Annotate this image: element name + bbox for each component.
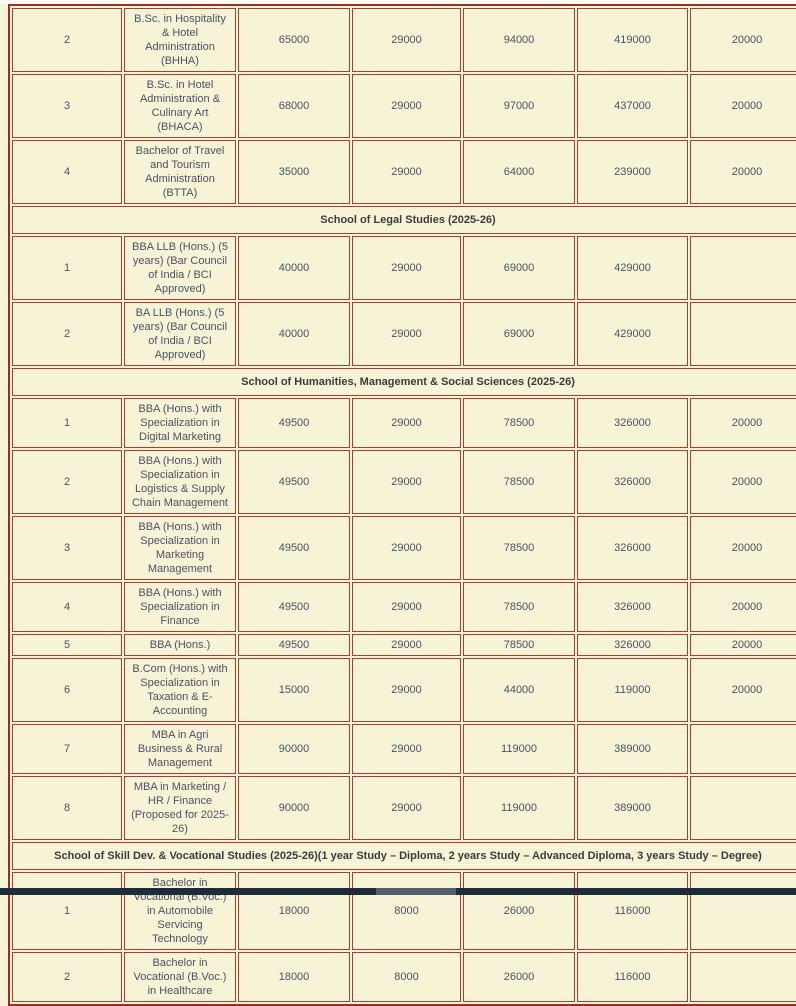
table-row — [12, 450, 796, 514]
fee-cell-4: 389000 — [577, 776, 688, 840]
fee-cell-3: 26000 — [463, 872, 575, 950]
fee-cell-2: 29000 — [352, 776, 461, 840]
fee-cell-5 — [690, 872, 796, 950]
fee-cell-3: 64000 — [463, 140, 575, 204]
fee-cell-1: 18000 — [238, 952, 350, 1002]
fee-cell-3: 119000 — [463, 724, 575, 774]
course-name-cell: B.Sc. in Hotel Administration & Culinary Art (BHACA) — [124, 74, 236, 138]
fee-cell-5 — [690, 302, 796, 366]
serial-number-cell: 6 — [12, 658, 122, 722]
table-row — [12, 516, 796, 580]
fee-cell-1: 65000 — [238, 8, 350, 72]
table-row — [12, 658, 796, 722]
fee-cell-5 — [690, 724, 796, 774]
table-row — [12, 776, 796, 840]
fee-cell-1: 49500 — [238, 634, 350, 656]
serial-number-cell: 1 — [12, 872, 122, 950]
serial-number-cell: 2 — [12, 952, 122, 1002]
fee-cell-5 — [690, 236, 796, 300]
table-row — [12, 634, 796, 656]
fee-cell-2: 29000 — [352, 450, 461, 514]
fee-cell-1: 68000 — [238, 74, 350, 138]
course-name-cell: BA LLB (Hons.) (5 years) (Bar Council of India / BCI Approved) — [124, 302, 236, 366]
serial-number-cell: 2 — [12, 450, 122, 514]
fee-cell-4: 326000 — [577, 450, 688, 514]
fee-cell-5: 20000 — [690, 516, 796, 580]
fee-cell-5: 20000 — [690, 398, 796, 448]
serial-number-cell: 5 — [12, 634, 122, 656]
fee-cell-2: 29000 — [352, 302, 461, 366]
fee-cell-4: 116000 — [577, 952, 688, 1002]
serial-number-cell: 3 — [12, 74, 122, 138]
fee-cell-2: 29000 — [352, 724, 461, 774]
serial-number-cell: 3 — [12, 516, 122, 580]
serial-number-cell: 4 — [12, 582, 122, 632]
fee-cell-3: 94000 — [463, 8, 575, 72]
fee-cell-2: 29000 — [352, 582, 461, 632]
fee-cell-3: 78500 — [463, 634, 575, 656]
fee-cell-4: 326000 — [577, 516, 688, 580]
fee-cell-1: 90000 — [238, 724, 350, 774]
fee-cell-5: 20000 — [690, 658, 796, 722]
fee-cell-2: 8000 — [352, 872, 461, 950]
fee-cell-5: 20000 — [690, 74, 796, 138]
fee-cell-3: 44000 — [463, 658, 575, 722]
section-header-row — [12, 368, 796, 396]
fee-cell-4: 116000 — [577, 872, 688, 950]
fee-cell-3: 119000 — [463, 776, 575, 840]
table-row — [12, 582, 796, 632]
fee-cell-4: 389000 — [577, 724, 688, 774]
course-name-cell: MBA in Marketing / HR / Finance (Proposed for 2025-26) — [124, 776, 236, 840]
horizontal-scrollbar-thumb[interactable] — [376, 888, 456, 895]
serial-number-cell: 1 — [12, 236, 122, 300]
fee-cell-2: 29000 — [352, 140, 461, 204]
section-header-label: School of Humanities, Management & Social Sciences (2025-26) — [12, 368, 796, 396]
fee-cell-4: 326000 — [577, 634, 688, 656]
section-header-row — [12, 206, 796, 234]
fee-cell-1: 40000 — [238, 302, 350, 366]
fee-cell-1: 49500 — [238, 398, 350, 448]
fee-structure-table — [8, 4, 796, 1006]
serial-number-cell: 8 — [12, 776, 122, 840]
course-name-cell: Bachelor in Vocational (B.Voc.) in Automobile Servicing Technology — [124, 872, 236, 950]
serial-number-cell: 4 — [12, 140, 122, 204]
fee-cell-5: 20000 — [690, 8, 796, 72]
fee-cell-3: 78500 — [463, 398, 575, 448]
fee-cell-3: 97000 — [463, 74, 575, 138]
fee-cell-2: 29000 — [352, 398, 461, 448]
fee-cell-5: 20000 — [690, 140, 796, 204]
fee-cell-4: 437000 — [577, 74, 688, 138]
fee-cell-1: 90000 — [238, 776, 350, 840]
fee-cell-2: 8000 — [352, 952, 461, 1002]
course-name-cell: B.Com (Hons.) with Specialization in Taxation & E-Accounting — [124, 658, 236, 722]
fee-cell-3: 69000 — [463, 236, 575, 300]
fee-cell-1: 40000 — [238, 236, 350, 300]
course-name-cell: BBA (Hons.) — [124, 634, 236, 656]
fee-cell-2: 29000 — [352, 634, 461, 656]
table-row — [12, 724, 796, 774]
course-name-cell: BBA (Hons.) with Specialization in Marketing Management — [124, 516, 236, 580]
course-name-cell: MBA in Agri Business & Rural Management — [124, 724, 236, 774]
fee-cell-3: 78500 — [463, 582, 575, 632]
fee-cell-1: 49500 — [238, 450, 350, 514]
course-name-cell: Bachelor in Vocational (B.Voc.) in Healthcare — [124, 952, 236, 1002]
fee-cell-1: 49500 — [238, 582, 350, 632]
table-row — [12, 872, 796, 950]
fee-cell-1: 49500 — [238, 516, 350, 580]
table-row — [12, 140, 796, 204]
fee-cell-4: 119000 — [577, 658, 688, 722]
section-header-label: School of Skill Dev. & Vocational Studies (2025-26)(1 year Study – Diploma, 2 years Study – Advanced Diploma, 3 years Study – Degree) — [12, 842, 796, 870]
serial-number-cell: 2 — [12, 8, 122, 72]
fee-cell-3: 69000 — [463, 302, 575, 366]
fee-cell-5: 20000 — [690, 450, 796, 514]
fee-cell-2: 29000 — [352, 236, 461, 300]
course-name-cell: BBA (Hons.) with Specialization in Logistics & Supply Chain Management — [124, 450, 236, 514]
table-row — [12, 8, 796, 72]
serial-number-cell: 7 — [12, 724, 122, 774]
course-name-cell: B.Sc. in Hospitality & Hotel Administration (BHHA) — [124, 8, 236, 72]
serial-number-cell: 1 — [12, 398, 122, 448]
section-header-label: School of Legal Studies (2025-26) — [12, 206, 796, 234]
table-row — [12, 952, 796, 1002]
section-header-row — [12, 842, 796, 870]
fee-cell-5: 20000 — [690, 634, 796, 656]
fee-cell-2: 29000 — [352, 8, 461, 72]
fee-cell-2: 29000 — [352, 516, 461, 580]
horizontal-scrollbar[interactable] — [0, 888, 796, 895]
fee-cell-3: 26000 — [463, 952, 575, 1002]
course-name-cell: BBA (Hons.) with Specialization in Digital Marketing — [124, 398, 236, 448]
fee-cell-5: 20000 — [690, 582, 796, 632]
course-name-cell: Bachelor of Travel and Tourism Administration (BTTA) — [124, 140, 236, 204]
fee-cell-4: 326000 — [577, 398, 688, 448]
fee-cell-4: 326000 — [577, 582, 688, 632]
fee-cell-5 — [690, 776, 796, 840]
fee-cell-4: 429000 — [577, 302, 688, 366]
fee-cell-4: 419000 — [577, 8, 688, 72]
fee-cell-3: 78500 — [463, 450, 575, 514]
fee-cell-5 — [690, 952, 796, 1002]
table-row — [12, 398, 796, 448]
table-row — [12, 302, 796, 366]
course-name-cell: BBA (Hons.) with Specialization in Finance — [124, 582, 236, 632]
fee-cell-3: 78500 — [463, 516, 575, 580]
fee-cell-1: 15000 — [238, 658, 350, 722]
course-name-cell: BBA LLB (Hons.) (5 years) (Bar Council of India / BCI Approved) — [124, 236, 236, 300]
fee-cell-4: 239000 — [577, 140, 688, 204]
serial-number-cell: 2 — [12, 302, 122, 366]
fee-cell-2: 29000 — [352, 658, 461, 722]
table-row — [12, 236, 796, 300]
fee-cell-4: 429000 — [577, 236, 688, 300]
fee-cell-2: 29000 — [352, 74, 461, 138]
fee-cell-1: 18000 — [238, 872, 350, 950]
table-row — [12, 74, 796, 138]
fee-cell-1: 35000 — [238, 140, 350, 204]
